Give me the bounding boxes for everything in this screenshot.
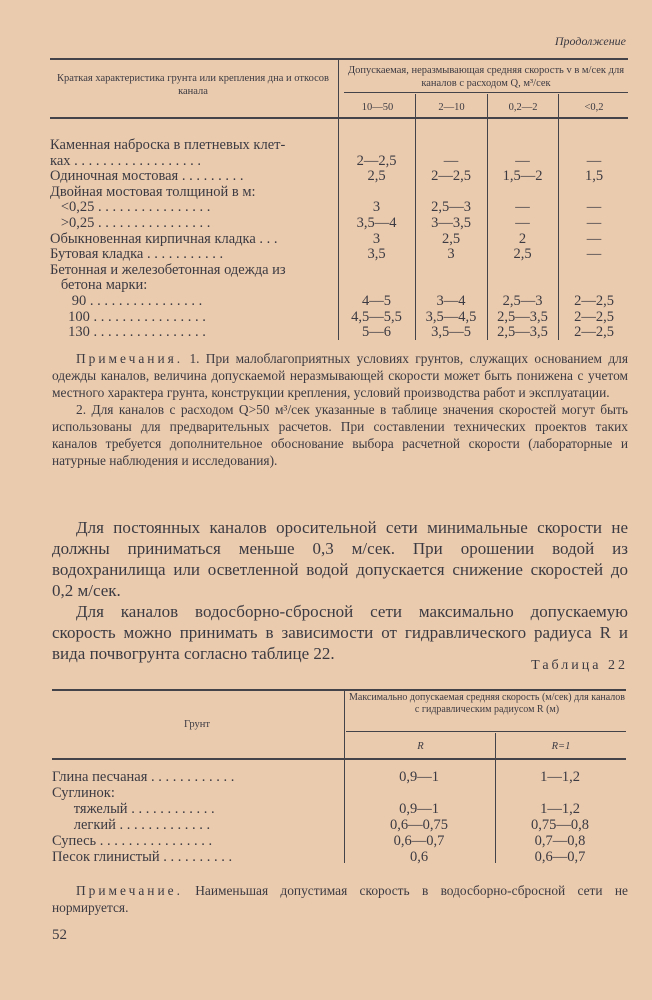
cell-value	[338, 278, 415, 294]
table-row	[52, 833, 626, 849]
cell-value: 2,5	[441, 230, 461, 247]
row-label: 130 . . . . . . . . . . . . . . . .	[50, 325, 206, 341]
cell-value	[415, 263, 487, 279]
cell-value	[415, 185, 487, 201]
cell-value	[338, 263, 415, 279]
cell-value: —	[586, 246, 602, 263]
table-row	[50, 200, 630, 216]
table-row	[50, 263, 630, 279]
subcol-3: 0,2—2	[508, 102, 538, 113]
cell-value: 3	[372, 230, 381, 247]
cell-value: 3—3,5	[431, 214, 471, 231]
row-label: тяжелый . . . . . . . . . . . .	[52, 801, 215, 817]
body-text	[52, 517, 628, 664]
cell-value: 2,5	[367, 168, 386, 185]
row-label: Каменная наброска в плетневых клет-	[50, 138, 286, 153]
cell-value: —	[586, 152, 602, 169]
subcol-2: 2—10	[438, 102, 465, 113]
subcol-4: <0,2	[584, 102, 604, 113]
cell-value: 3	[372, 199, 381, 216]
cell-value: 2,5	[513, 246, 532, 263]
row-label: Одиночная мостовая . . . . . . . . .	[50, 169, 244, 185]
table-1-group-header: Допускаемая, неразмывающая средняя скорость v в м/сек для каналов с расходом Q, м³/сек	[347, 65, 625, 89]
row-label: ках . . . . . . . . . . . . . . . . . .	[50, 153, 202, 169]
table-row	[50, 154, 630, 170]
cell-value: 2—2,5	[431, 168, 471, 185]
table-row	[50, 247, 630, 263]
cell-value: —	[515, 152, 530, 169]
row-label: Бутовая кладка . . . . . . . . . . .	[50, 247, 224, 263]
table-row	[50, 278, 630, 294]
cell-value: 2	[518, 230, 527, 247]
cell-value: —	[586, 199, 602, 216]
cell-value	[558, 185, 630, 201]
cell-value	[558, 278, 630, 294]
cell-value: 2,5—3,5	[497, 308, 548, 325]
cell-value: 0,6—0,7	[534, 849, 586, 865]
cell-value: 4—5	[362, 292, 391, 309]
cell-value: 0,9—1	[399, 801, 439, 817]
page-number: 52	[52, 927, 67, 943]
table-row	[50, 216, 630, 232]
row-label: бетона марки:	[50, 278, 148, 294]
cell-value: 5—6	[362, 324, 391, 341]
cell-value: 3,5	[367, 246, 386, 263]
note-2: 2. Для каналов с расходом Q>50 м³/сек указанные в таблице значения скоростей могут быть использованы для предварительных расчетов. При составлении технических проектов таких каналов требуется дополнительное обоснование выбора расчетной скорости (лабораторные и натурные наблюдения и исследования).	[52, 402, 628, 468]
cell-value: 4,5—5,5	[351, 308, 402, 325]
row-label: Обыкновенная кирпичная кладка . . .	[50, 231, 278, 247]
row-label: легкий . . . . . . . . . . . . .	[52, 817, 211, 833]
table-row	[50, 310, 630, 326]
table-row	[52, 849, 626, 865]
row-label: >0,25 . . . . . . . . . . . . . . . .	[50, 215, 211, 231]
table-2-group-header: Максимально допускаемая средняя скорость (м/сек) для каналов с гидравлическим радиусом R (м)	[348, 692, 625, 715]
cell-value: 3,5—4	[356, 214, 397, 231]
table-row	[50, 185, 630, 201]
cell-value	[487, 278, 558, 294]
row-label: Супесь . . . . . . . . . . . . . . . .	[52, 833, 213, 849]
cell-value: 0,6	[409, 849, 429, 865]
cell-value: 0,9—1	[399, 769, 439, 785]
table-row	[52, 785, 626, 801]
table-2-col-header: Грунт	[184, 719, 210, 730]
cell-value: 2—2,5	[574, 324, 614, 341]
cell-value: —	[586, 230, 602, 247]
cell-value: 2,5—3	[502, 292, 543, 309]
t2-subcol-2: R=1	[551, 741, 571, 752]
cell-value	[338, 138, 415, 154]
cell-value	[487, 263, 558, 279]
paragraph-2: Для каналов водосборно-сбросной сети максимально допускаемую скорость можно принимать в зависимости от гидравлического радиуса R и вида почвогрунта согласно таблице 22.	[52, 602, 628, 663]
row-label: Бетонная и железобетонная одежда из	[50, 262, 286, 278]
paragraph-1: Для постоянных каналов оросительной сети минимальные скорости не должны приниматься меньше 0,3 м/сек. При орошении водой из водохранилища или осветленной водой допускается снижение скоростей до 0,2 м/сек.	[52, 518, 628, 600]
note2-label: Примечание.	[76, 883, 183, 898]
cell-value: —	[586, 214, 602, 231]
table-1-col-header: Краткая характеристика грунта или крепления дна и откосов канала	[57, 73, 329, 97]
row-label: Двойная мостовая толщиной в м:	[50, 184, 256, 200]
cell-value: 2—2,5	[574, 292, 614, 309]
cell-value	[415, 138, 487, 154]
cell-value	[558, 138, 630, 154]
cell-value: 0,75—0,8	[531, 817, 589, 833]
cell-value	[338, 185, 415, 201]
table-row	[50, 294, 630, 310]
table-row	[50, 138, 630, 154]
cell-value: 1—1,2	[540, 769, 580, 785]
cell-value: 3	[447, 246, 455, 263]
cell-value: —	[443, 152, 459, 169]
cell-value	[558, 263, 630, 279]
row-label: <0,25 . . . . . . . . . . . . . . . .	[50, 200, 211, 216]
note2-text: Наименьшая допустимая скорость в водосборно-сбросной сети не нормируется.	[52, 883, 628, 915]
row-label: 90 . . . . . . . . . . . . . . . .	[50, 293, 203, 309]
cell-value: 2—2,5	[574, 308, 614, 325]
cell-value: 3,5—5	[431, 324, 471, 341]
cell-value	[487, 138, 558, 154]
table-row	[52, 801, 626, 817]
row-label: Суглинок:	[52, 785, 115, 801]
row-label: Песок глинистый . . . . . . . . . .	[52, 849, 233, 865]
notes	[52, 350, 628, 469]
notes-label: Примечания.	[76, 351, 184, 366]
table-row	[50, 169, 630, 185]
cell-value: 3,5—4,5	[425, 308, 477, 325]
cell-value: 1,5—2	[502, 168, 543, 185]
subcol-1: 10—50	[361, 102, 394, 113]
row-label: Глина песчаная . . . . . . . . . . . .	[52, 769, 235, 785]
cell-value: 0,6—0,75	[390, 817, 448, 833]
table-row	[52, 769, 626, 785]
cell-value: 3—4	[436, 292, 466, 309]
cell-value	[344, 785, 494, 801]
continuation-label: Продолжение	[554, 34, 626, 48]
cell-value	[487, 185, 558, 201]
cell-value: 0,7—0,8	[534, 833, 586, 849]
row-label: 100 . . . . . . . . . . . . . . . .	[50, 309, 206, 325]
note-table-2	[52, 882, 628, 916]
cell-value	[494, 785, 626, 801]
cell-value: 1—1,2	[540, 801, 580, 817]
cell-value: —	[515, 214, 530, 231]
cell-value: 0,6—0,7	[393, 833, 445, 849]
cell-value: 2,5—3,5	[497, 324, 548, 341]
table-row	[50, 325, 630, 341]
table-row	[52, 817, 626, 833]
t2-subcol-1: R	[417, 741, 424, 752]
cell-value: —	[515, 199, 530, 216]
cell-value	[415, 278, 487, 294]
cell-value: 2—2,5	[356, 152, 397, 169]
table-row	[50, 232, 630, 248]
note-1: 1. При малоблагоприятных условиях грунтов, служащих основанием для одежды каналов, величина допускаемой неразмывающей скорости может быть понижена с учетом местного характера грунта, конструкции крепления, условий производства работ и эксплуатации.	[52, 351, 628, 400]
cell-value: 1,5	[584, 168, 604, 185]
table-2-title: Таблица 22	[531, 658, 628, 673]
cell-value: 2,5—3	[431, 199, 471, 216]
